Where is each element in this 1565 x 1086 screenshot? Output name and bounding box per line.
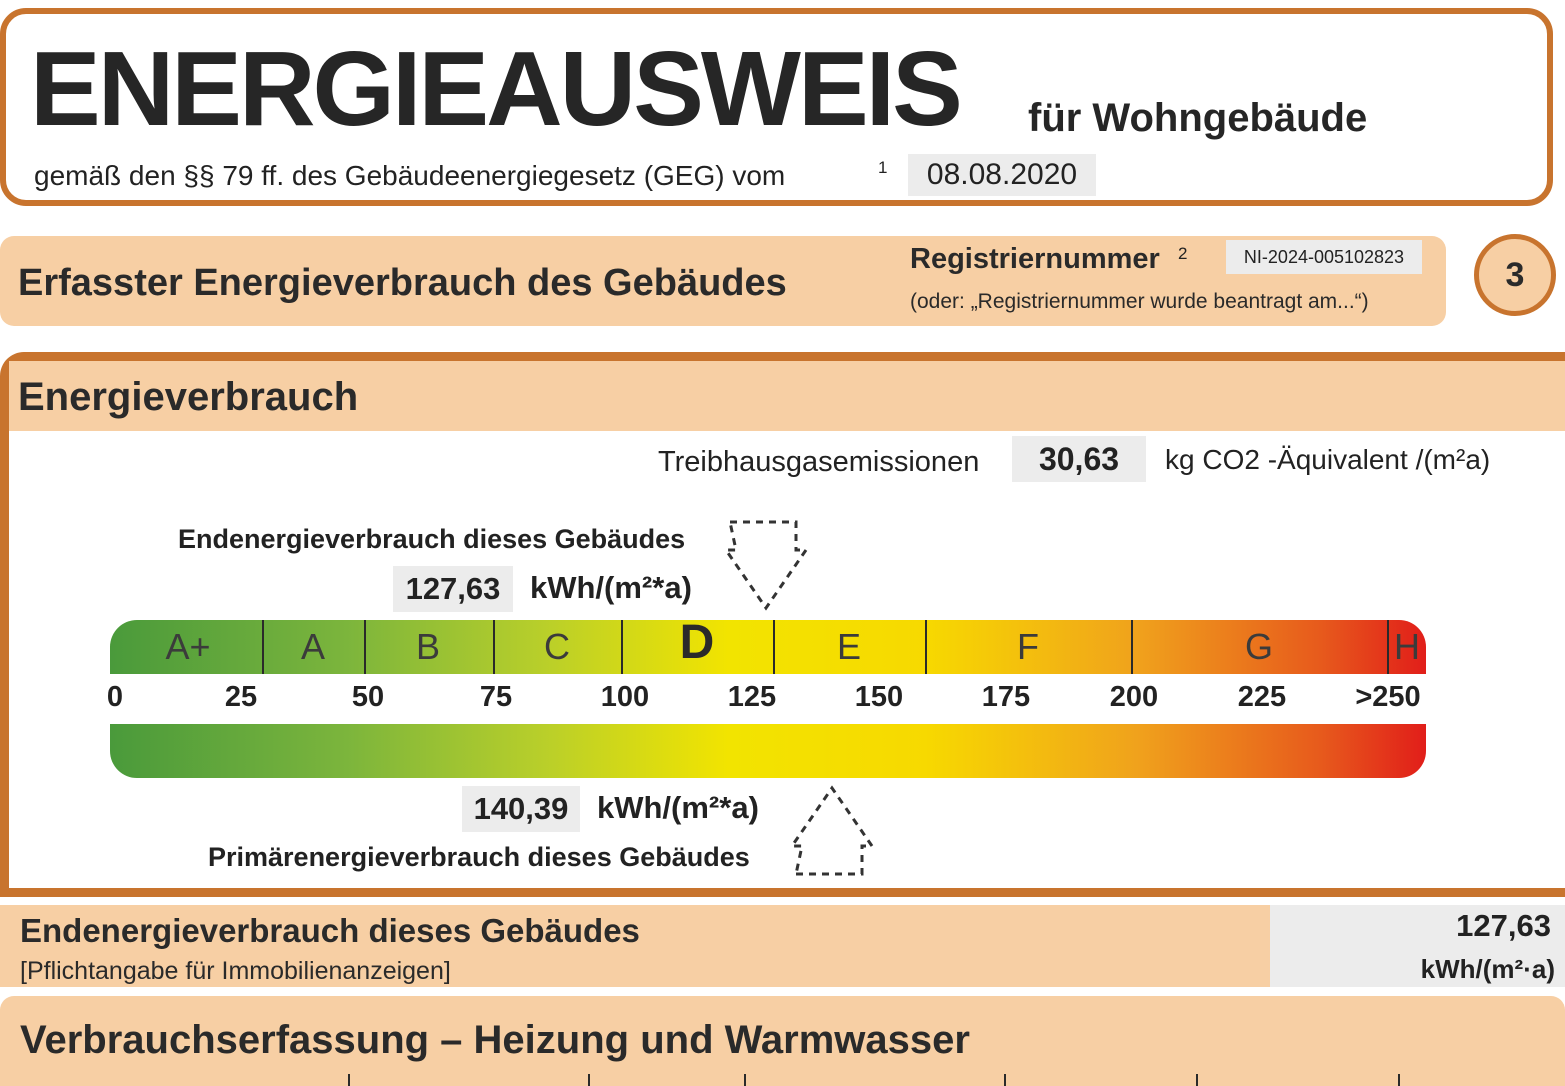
- energy-class-label: F: [1017, 626, 1039, 667]
- energy-panel-title: Energieverbrauch: [18, 375, 359, 419]
- legal-footnote-marker: 1: [878, 158, 888, 177]
- page-number-badge: 3: [1474, 234, 1556, 316]
- scale-tick-label: 175: [981, 681, 1031, 713]
- registration-footnote-marker: 2: [1178, 244, 1188, 263]
- energy-class-label: H: [1394, 626, 1420, 667]
- energy-class-divider: [1387, 620, 1389, 674]
- final-energy-unit: kWh/(m²*a): [530, 570, 692, 605]
- energy-class-label: A: [300, 626, 326, 667]
- energy-class-divider: [925, 620, 927, 674]
- consumption-section-title: Verbrauchserfassung – Heizung und Warmwasser: [20, 1018, 970, 1062]
- table-column-divider: [1004, 1074, 1006, 1086]
- document-subtitle: für Wohngebäude: [1028, 96, 1368, 140]
- primary-energy-caption: Primärenergieverbrauch dieses Gebäudes: [208, 842, 750, 872]
- energy-gradient-bar: [110, 724, 1426, 778]
- energy-class-divider: [493, 620, 495, 674]
- final-energy-row-title: Endenergieverbrauch dieses Gebäudes: [20, 912, 640, 949]
- energy-class-label: C: [544, 626, 570, 667]
- table-column-divider: [588, 1074, 590, 1086]
- energy-class-label: E: [836, 626, 862, 667]
- final-energy-value: 127,63: [393, 566, 513, 612]
- primary-energy-arrow-icon: [784, 780, 884, 880]
- final-energy-caption: Endenergieverbrauch dieses Gebäudes: [178, 524, 686, 554]
- ghg-emissions-value: 30,63: [1012, 436, 1146, 482]
- legal-basis-text: gemäß den §§ 79 ff. des Gebäudeenergiegesetz (GEG) vom: [34, 160, 786, 191]
- scale-tick-label: 100: [600, 681, 650, 713]
- energy-class-divider: [262, 620, 264, 674]
- energy-class-label: B: [415, 626, 441, 667]
- document-title: ENERGIEAUSWEIS: [30, 30, 960, 148]
- primary-energy-unit: kWh/(m²*a): [597, 790, 759, 825]
- table-column-divider: [1398, 1074, 1400, 1086]
- section-title: Erfasster Energieverbrauch des Gebäudes: [18, 262, 787, 304]
- scale-tick-label: 0: [106, 681, 124, 713]
- scale-tick-label: 225: [1237, 681, 1287, 713]
- final-energy-arrow-icon: [718, 514, 818, 614]
- registration-label: Registriernummer: [910, 243, 1160, 275]
- scale-tick-label: 75: [479, 681, 513, 713]
- final-energy-row-value: 127,63: [1456, 908, 1551, 943]
- scale-tick-label: 25: [224, 681, 258, 713]
- final-energy-row-unit: kWh/(m²·a): [1420, 954, 1555, 984]
- registration-number-field: NI-2024-005102823: [1226, 240, 1422, 274]
- table-column-divider: [1196, 1074, 1198, 1086]
- scale-tick-label: 150: [854, 681, 904, 713]
- final-energy-row-note: [Pflichtangabe für Immobilienanzeigen]: [20, 957, 451, 985]
- table-column-divider: [348, 1074, 350, 1086]
- scale-tick-label: 200: [1109, 681, 1159, 713]
- registration-note: (oder: „Registriernummer wurde beantragt am...“): [910, 290, 1369, 313]
- energy-class-label: G: [1244, 626, 1274, 667]
- energy-class-divider: [621, 620, 623, 674]
- energy-class-label: D: [679, 620, 715, 669]
- energy-class-label: A+: [165, 626, 211, 667]
- ghg-emissions-label: Treibhausgasemissionen: [658, 446, 980, 478]
- table-column-divider: [744, 1074, 746, 1086]
- scale-tick-label: 125: [727, 681, 777, 713]
- scale-tick-label: >250: [1355, 681, 1421, 713]
- energy-class-divider: [364, 620, 366, 674]
- scale-tick-label: 50: [351, 681, 385, 713]
- ghg-emissions-unit: kg CO2 -Äquivalent /(m²a): [1165, 444, 1491, 475]
- law-date-field: 08.08.2020: [908, 154, 1096, 196]
- energy-class-scale: [110, 620, 1426, 674]
- primary-energy-value: 140,39: [462, 786, 580, 832]
- energy-class-divider: [773, 620, 775, 674]
- energy-class-divider: [1131, 620, 1133, 674]
